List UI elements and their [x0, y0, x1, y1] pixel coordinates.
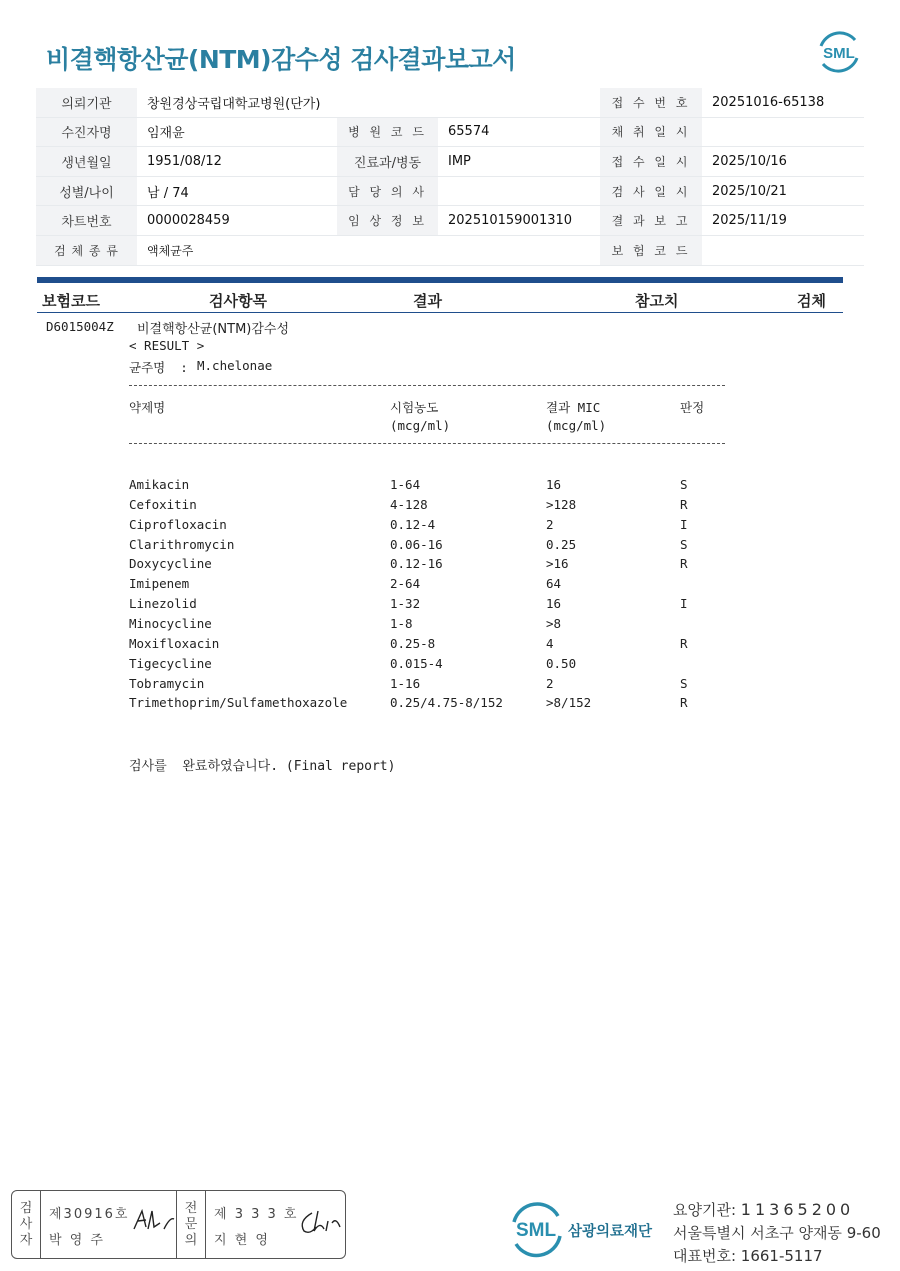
label-collection-date: 채 취 일 시 — [600, 117, 702, 147]
organism-name: M.chelonae — [197, 358, 273, 373]
test-range: 0.015-4 — [390, 655, 443, 671]
drug-name: Doxycycline — [129, 556, 212, 572]
footer-org-name: 삼광의료재단 — [568, 1224, 653, 1240]
specialist-label: 전 문 의 — [176, 1191, 206, 1258]
test-range: 0.25-8 — [390, 635, 436, 651]
label-report-date: 결 과 보 고 — [600, 206, 702, 236]
label-requester: 의뢰기관 — [36, 88, 137, 117]
drug-name: Amikacin — [129, 477, 190, 492]
col-insurance-code: 보험코드 — [42, 292, 100, 310]
specialist-name: 지 현 영 — [214, 1233, 270, 1248]
tester-signature — [130, 1205, 176, 1235]
value-department: IMP — [438, 147, 600, 177]
mic-value: >128 — [546, 496, 577, 512]
value-receipt-date: 2025/10/16 — [702, 147, 864, 177]
value-collection-date — [702, 117, 864, 147]
test-range: 0.06-16 — [390, 536, 443, 552]
test-range: 1-16 — [390, 675, 421, 691]
info-row — [36, 176, 864, 206]
mic-value: 4 — [546, 635, 554, 651]
sml-logo — [815, 28, 863, 76]
col-specimen: 검체 — [797, 292, 826, 310]
footer-institution-code: 요양기관: 11365200 — [673, 1200, 855, 1219]
mic-value: 16 — [546, 477, 562, 492]
test-range: 0.25/4.75-8/152 — [390, 695, 503, 711]
test-range: 0.12-4 — [390, 516, 436, 532]
drug-name: Tobramycin — [129, 675, 205, 691]
info-row — [36, 147, 864, 177]
svg-text:SML: SML — [823, 45, 855, 62]
drug-name: Tigecycline — [129, 655, 212, 671]
mic-value: 16 — [546, 596, 562, 612]
test-range: 1-64 — [390, 477, 421, 492]
header-drug: 약제명 — [129, 400, 166, 415]
info-row — [36, 206, 864, 236]
label-department: 진료과/병동 — [337, 147, 438, 177]
final-report-note: 검사를 완료하였습니다. (Final report) — [129, 759, 396, 774]
section-divider — [37, 277, 843, 283]
interpretation: R — [680, 635, 688, 651]
table-row — [0, 477, 900, 497]
table-row — [0, 695, 900, 715]
table-row — [0, 497, 900, 517]
footer-address: 서울특별시 서초구 양재동 9-60 — [673, 1224, 881, 1242]
header-test-concentration: 시험농도 — [390, 400, 439, 415]
header-concentration-unit: (mcg/ml) — [390, 418, 451, 433]
info-row — [36, 88, 864, 117]
drug-name: Ciprofloxacin — [129, 516, 227, 532]
col-test-item: 검사항목 — [209, 292, 267, 310]
value-insurance-code — [702, 235, 864, 265]
label-doctor: 담 당 의 사 — [337, 176, 438, 206]
test-range: 1-8 — [390, 615, 413, 631]
tester-label: 검 사 자 — [12, 1191, 41, 1258]
table-row — [0, 596, 900, 616]
mic-value: 0.50 — [546, 655, 577, 671]
drug-name: Cefoxitin — [129, 496, 197, 512]
drug-name: Minocycline — [129, 615, 212, 631]
tester-license-no: 제30916호 — [49, 1207, 130, 1222]
dashed-separator — [129, 443, 725, 444]
footer-phone: 대표번호: 1661-5117 — [673, 1247, 823, 1265]
info-row — [36, 117, 864, 147]
value-chart-no: 0000028459 — [137, 206, 337, 236]
mic-value: 64 — [546, 576, 562, 592]
report-title: 비결핵항산균(NTM)감수성 검사결과보고서 — [46, 45, 516, 74]
info-row — [36, 235, 864, 265]
label-hospital-code: 병 원 코 드 — [337, 117, 438, 147]
label-sex-age: 성별/나이 — [36, 176, 137, 206]
result-tag: < RESULT > — [129, 338, 205, 353]
value-doctor — [438, 176, 600, 206]
mic-value: >16 — [546, 556, 569, 572]
col-result: 결과 — [413, 292, 442, 310]
header-mic-unit: (mcg/ml) — [546, 418, 607, 433]
label-receipt-date: 접 수 일 시 — [600, 147, 702, 177]
mic-value: 2 — [546, 675, 554, 691]
interpretation: S — [680, 675, 688, 691]
drug-name: Imipenem — [129, 576, 190, 592]
test-name: 비결핵항산균(NTM)감수성 — [137, 322, 290, 337]
table-row — [0, 676, 900, 696]
interpretation: S — [680, 536, 688, 552]
interpretation: R — [680, 496, 688, 512]
specialist-license-no: 제 3 3 3 호 — [214, 1207, 299, 1222]
value-receipt-no: 20251016-65138 — [702, 88, 864, 117]
mic-value: >8/152 — [546, 695, 592, 711]
label-chart-no: 차트번호 — [36, 206, 137, 236]
test-code: D6015004Z — [46, 319, 114, 334]
value-specimen-type: 액체균주 — [137, 235, 337, 265]
svg-text:SML: SML — [515, 1220, 557, 1241]
value-clinical-info: 202510159001310 — [438, 206, 600, 236]
test-range: 4-128 — [390, 496, 428, 512]
value-report-date: 2025/11/19 — [702, 206, 864, 236]
test-range: 0.12-16 — [390, 556, 443, 572]
interpretation: R — [680, 556, 688, 572]
label-receipt-no: 접 수 번 호 — [600, 88, 702, 117]
interpretation: I — [680, 516, 688, 532]
test-range: 2-64 — [390, 576, 421, 592]
value-birth-date: 1951/08/12 — [137, 147, 337, 177]
mic-value: >8 — [546, 615, 562, 631]
table-row — [0, 656, 900, 676]
header-underline — [37, 312, 843, 313]
patient-info-table — [36, 88, 864, 266]
value-patient-name: 임재윤 — [137, 117, 337, 147]
interpretation: R — [680, 695, 688, 711]
header-interpretation: 판정 — [680, 400, 705, 415]
drug-name: Linezolid — [129, 596, 197, 612]
label-patient-name: 수진자명 — [36, 117, 137, 147]
dashed-separator — [129, 385, 725, 386]
mic-value: 0.25 — [546, 536, 577, 552]
specialist-signature — [296, 1207, 342, 1237]
test-range: 1-32 — [390, 596, 421, 612]
table-row — [0, 576, 900, 596]
col-reference: 참고치 — [635, 292, 679, 310]
value-hospital-code: 65574 — [438, 117, 600, 147]
label-insurance-code: 보 험 코 드 — [600, 235, 702, 265]
value-sex-age: 남 / 74 — [137, 176, 337, 206]
signature-block — [11, 1190, 346, 1259]
value-requester: 창원경상국립대학교병원(단가) — [137, 88, 600, 117]
table-row — [0, 616, 900, 636]
interpretation: S — [680, 477, 688, 492]
label-birth-date: 생년월일 — [36, 147, 137, 177]
table-row — [0, 556, 900, 576]
label-clinical-info: 임 상 정 보 — [337, 206, 438, 236]
drug-name: Clarithromycin — [129, 536, 235, 552]
tester-name: 박 영 주 — [49, 1233, 105, 1248]
drug-name: Moxifloxacin — [129, 635, 220, 651]
drug-name: Trimethoprim/Sulfamethoxazole — [129, 695, 348, 711]
label-specimen-type: 검 체 종 류 — [36, 235, 137, 265]
organism-label: 균주명 : — [129, 360, 188, 375]
value-test-date: 2025/10/21 — [702, 176, 864, 206]
label-test-date: 검 사 일 시 — [600, 176, 702, 206]
table-row — [0, 636, 900, 656]
table-row — [0, 517, 900, 537]
interpretation: I — [680, 596, 688, 612]
header-mic: 결과 MIC — [546, 400, 601, 415]
mic-value: 2 — [546, 516, 554, 532]
footer-logo — [508, 1200, 668, 1262]
table-row — [0, 537, 900, 557]
